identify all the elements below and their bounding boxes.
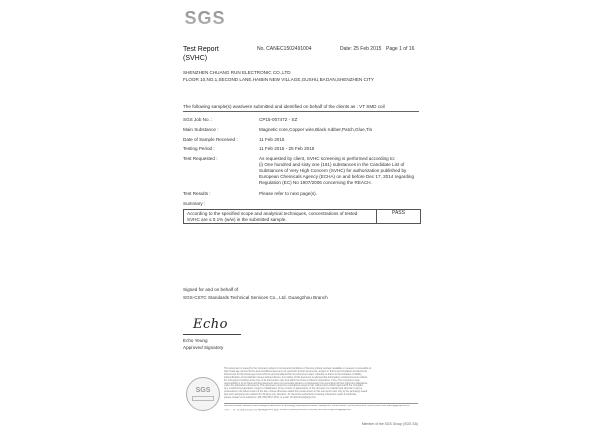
- test-requested-label: Test Requested :: [183, 156, 218, 161]
- test-requested-line: (i) One hundred and sixty one (161) substances in the Candidate List of: [259, 162, 405, 167]
- testing-period-value: 11 Feb 2015 - 25 Feb 2015: [259, 146, 315, 151]
- sgs-group-member: Member of the SGS Group (SGS SA): [361, 422, 418, 426]
- summary-text-line: According to the specified scope and analytical techniques, concentrations of tested: [187, 211, 358, 216]
- date-received-value: 11 Feb 2015: [259, 137, 285, 142]
- seal-text: SGS: [195, 387, 211, 394]
- signed-on-behalf: Signed for and on behalf of: [183, 287, 239, 292]
- signing-company: SGS-CSTC Standards Technical Services Co., Ltd. Guangzhou Branch: [183, 295, 328, 300]
- fine-print-line: Documents at http://www.sgs.com/en/Terms-and-Conditions/Terms-e-Document.aspx. Attention is drawn to the limitation of liability,: [224, 372, 363, 376]
- fine-print-line: and such sample(s) are retained for 30 days only. Attention: To check the authenticity of testing /inspection report & certificate,: [224, 393, 357, 397]
- sgs-seal-icon: [186, 377, 220, 411]
- client-address: FLOOR 10,NO.1,SECOND LANE,HAIBIN NEW VILLAGE,GUSHU,BAOAN,SHENZHEN CITY: [183, 77, 374, 82]
- fine-print-line: indemnification and jurisdiction issues defined therein. Any holder of this document is advised that information contained hereon reflects: [224, 375, 368, 379]
- main-substance-value: Magnetic core,Copper wire,Black rubber,Patch,Glue,Tin: [259, 127, 373, 132]
- fine-print-line: please contact us at telephone: (86-755) 8307 1443, or email: CN.Doccheck@sgs.com: [224, 396, 316, 400]
- fine-print-line: Any unauthorized alteration, forgery or falsification of the content or appearance of this document is unlawful and offenders may be: [224, 387, 363, 391]
- main-substance-label: Main Substance :: [183, 127, 219, 132]
- handwritten-signature: Echo: [193, 317, 228, 332]
- report-number: No. CANEC1502491004: [257, 46, 312, 52]
- test-requested-line: Substances of Very High Concern (SVHC) for authorization published by: [259, 168, 407, 173]
- date-received-label: Date of Sample Received :: [183, 137, 238, 142]
- client-name: SHENZHEN CHUANG RUN ELECTRONIC CO.,LTD: [183, 70, 291, 75]
- footer-address-cn: 中国 · 广州 · 经济技术开发区科学城科珠路198号 邮编: 510663 t (86-20) 82155555 f (86-20) 82075113 e sgs.china@sgs.com: [224, 409, 351, 411]
- sample-intro: The following sample(s) was/were submitted and identified on behalf of the clients as : VT SMD coil: [183, 104, 385, 109]
- test-requested-line: Regulation (EC) No 1907/2006 concerning the REACH.: [259, 180, 372, 185]
- fine-print-line: prosecuted to the fullest extent of the law. Unless otherwise stated the results shown in this test report refer only to the sample(s) tested: [224, 390, 368, 394]
- summary-text-line: SVHC are ≤ 0.1% (w/w) in the submitted sample.: [187, 217, 287, 222]
- fine-print-line: http://www.sgs.com/en/Terms-and-Conditions.aspx and, for electronic format documents, subject to Terms and Conditions for Electronic: [224, 369, 368, 373]
- testing-period-label: Testing Period :: [183, 146, 215, 151]
- fine-print-line: under the transaction documents. This document cannot be reproduced except in full, without prior written approval of the Company.: [224, 384, 364, 388]
- fine-print-line: the Company's findings at the time of its intervention only and within the limits of Client's instructions, if any. The Company's sole: [224, 378, 360, 382]
- job-number-label: SGS Job No. :: [183, 117, 213, 122]
- test-requested-line: As requested by client, SVHC screening is performed according to:: [259, 156, 396, 161]
- signature-line: [183, 334, 241, 335]
- fine-print-line: responsibility is to its Client and this document does not exonerate parties to a transaction from exercising all their rights and obligations: [224, 381, 368, 385]
- test-results-label: Test Results :: [183, 191, 211, 196]
- footer-address-en: 198 Kezhu Road, Scientech Park Guangzhou Economic & Technology Development District, Guangzhou, China 510663 t (86-20) 82155555 f (86-20) 82075113 www.sgsgroup.com.cn: [224, 405, 410, 407]
- test-requested-line: European Chemicals Agency (ECHA) on and before Dec 17, 2014 regarding: [259, 174, 415, 179]
- page-number: Page 1 of 16: [386, 46, 415, 52]
- test-results-value: Please refer to next page(s).: [259, 191, 317, 196]
- fine-print-line: This document is issued by the Company subject to its General Conditions of Service printed overleaf, available on request or accessible at: [224, 367, 372, 370]
- signatory-name: Echo Yeung: [183, 338, 208, 343]
- terms-fine-print: [224, 368, 418, 400]
- signatory-role: Approved Signatory: [183, 345, 224, 350]
- job-number-value: CP15-007472 - SZ: [259, 117, 298, 122]
- report-title: Test Report: [183, 46, 219, 53]
- verdict-pass: PASS: [392, 210, 405, 216]
- section-divider: [183, 111, 419, 112]
- report-subtitle: (SVHC): [183, 55, 208, 62]
- summary-box-divider: [376, 210, 377, 223]
- report-date: Date: 25 Feb 2015: [340, 46, 382, 52]
- summary-label: Summary :: [183, 201, 206, 206]
- sgs-logo-text: SGS: [184, 8, 226, 28]
- seal-band: [192, 396, 214, 401]
- sgs-logo: [183, 4, 227, 33]
- footer-divider: [224, 403, 418, 404]
- summary-box: [183, 209, 421, 224]
